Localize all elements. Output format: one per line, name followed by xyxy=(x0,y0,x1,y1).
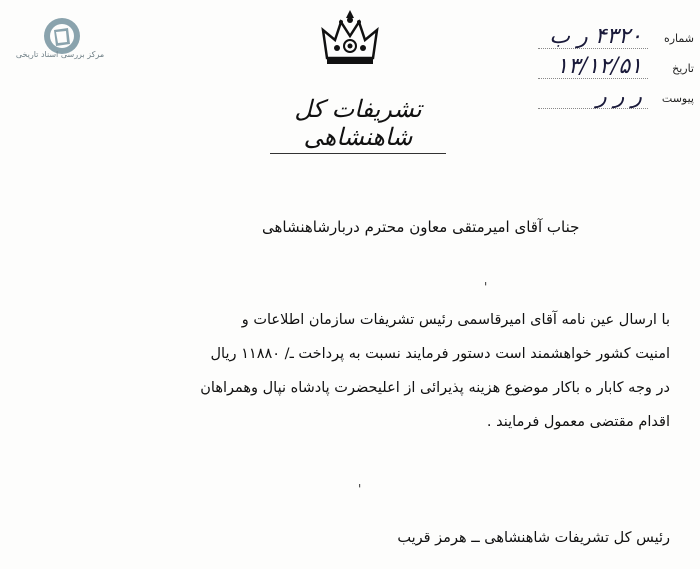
salutation: جناب آقای امیرمتقی معاون محترم دربارشاهنشاهی xyxy=(262,218,580,236)
letter-body xyxy=(50,312,670,448)
number-value: ۴۳۲۰ ر ب xyxy=(549,24,642,49)
number-label: شماره xyxy=(663,32,694,45)
date-label: تاریخ xyxy=(672,62,694,75)
body-line-3: در وجه کابار ه باکار موضوع هزینه پذیرائی از اعلیحضرت پادشاه نپال وهمراهان xyxy=(200,380,670,396)
archive-logo-icon xyxy=(10,12,110,68)
stray-mark: ' xyxy=(358,482,362,496)
body-line-1: با ارسال عین نامه آقای امیرقاسمی رئیس تشریفات سازمان اطلاعات و xyxy=(241,312,670,328)
date-value: ۱۳/۱۲/۵۱ xyxy=(556,54,642,79)
meta-fields xyxy=(504,24,694,118)
royal-crown-icon xyxy=(313,8,387,70)
body-line-2: امنیت کشور خواهشمند است دستور فرمایند نسبت به پرداخت ـ/ ۱۱۸۸۰ ریال xyxy=(210,346,670,362)
attachment-label: پیوست xyxy=(661,92,694,105)
letterhead-title: تشریفات کل شاهنشاهی xyxy=(270,95,446,154)
stray-mark: ' xyxy=(484,280,488,294)
archive-watermark-text: مرکز بررسی اسناد تاریخی xyxy=(15,50,105,59)
meta-attachment-row xyxy=(504,84,694,118)
attachment-value: ر ر ر xyxy=(596,84,642,109)
signature-line: رئیس کل تشریفات شاهنشاهی ــ هرمز قریب xyxy=(397,530,670,546)
body-line-4: اقدام مقتضی معمول فرمایند . xyxy=(486,414,670,430)
